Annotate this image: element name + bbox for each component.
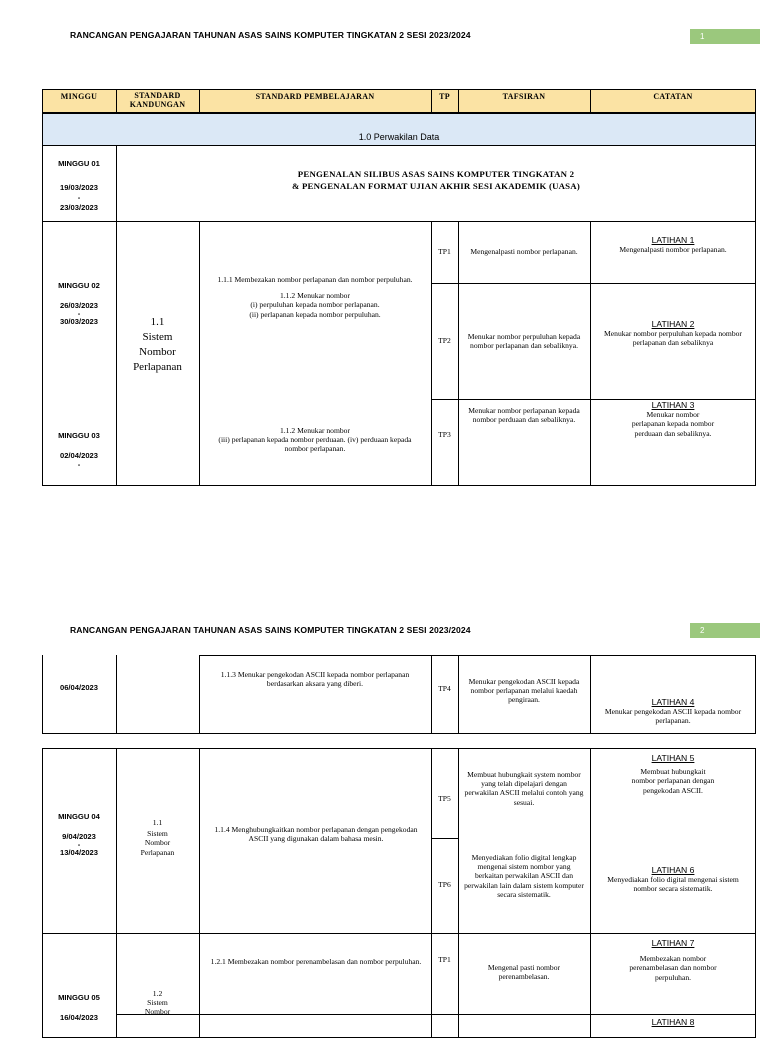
- week5-sk-1: 1.2: [152, 989, 163, 998]
- tafsiran-tp4: Menukar pengekodan ASCII kepada nombor perlapanan melalui kaedah pengiraan.: [468, 677, 580, 705]
- week4-sk-1: 1.1: [152, 818, 163, 827]
- week5-dates: [42, 992, 116, 1024]
- tafsiran-tp1: Mengenalpasti nombor perlapanan.: [470, 247, 578, 257]
- latihan-5-heading: LATIHAN 5: [651, 753, 695, 763]
- week4-start: 9/04/2023: [62, 832, 96, 841]
- week2-sp-b: 1.1.2 Menukar nombor: [279, 291, 351, 301]
- latihan-6-text: Menyediakan folio digital mengenai sistem nombor secara sistematik.: [607, 875, 739, 894]
- week1-dash: -: [77, 193, 81, 202]
- week4-dates: [42, 811, 116, 859]
- week2-dash: -: [77, 309, 81, 318]
- col-header-standard-kandungan: [116, 89, 199, 113]
- week4-dash: -: [77, 840, 81, 849]
- week4-label: MINGGU 04: [58, 812, 100, 821]
- week4-standard-kandungan: [116, 818, 199, 857]
- tafsiran-tp3: Menukar nombor perlapanan kepada nombor perduaan dan sebaliknya.: [468, 406, 580, 425]
- week2-dates: [42, 280, 116, 328]
- latihan-2-heading: LATIHAN 2: [651, 319, 695, 329]
- catatan-latihan-3: [600, 401, 746, 438]
- tp4-label: TP4: [438, 684, 451, 694]
- tafsiran-tp6: Menyediakan folio digital lengkap mengenai sistem nombor yang berkaitan perwakilan ASCII dan perwakilan lain dalam sistem komputer secara sistematik.: [464, 853, 584, 899]
- latihan-4-heading: LATIHAN 4: [651, 697, 695, 707]
- latihan-3-text: Menukar nombor perlapanan kepada nombor perduaan dan sebaliknya.: [631, 410, 715, 438]
- week5-start: 16/04/2023: [59, 1013, 98, 1022]
- week1-dates: [42, 158, 116, 214]
- week3-sp-b: (iii) perlapanan kepada nombor perduaan. (iv) perduaan kepada nombor perlapanan.: [218, 435, 412, 454]
- week1-intro-line1: PENGENALAN SILIBUS ASAS SAINS KOMPUTER TINGKATAN 2: [297, 169, 575, 179]
- week2-sk-4: Perlapanan: [133, 361, 182, 373]
- col-header-sk-line2: KANDUNGAN: [129, 100, 186, 109]
- tp6-label: TP6: [438, 880, 451, 890]
- latihan-7-heading: LATIHAN 7: [651, 938, 695, 948]
- page-number-badge-2: 2: [690, 623, 760, 638]
- week2-sk-1: 1.1: [150, 316, 165, 328]
- catatan-latihan-8: [594, 1018, 752, 1027]
- week4-sk-3: Nombor: [144, 838, 171, 848]
- week1-intro-line2: & PENGENALAN FORMAT UJIAN AKHIR SESI AKADEMIK (UASA): [292, 181, 580, 191]
- week2-standard-pembelajaran: [207, 275, 423, 319]
- week3-standard-pembelajaran: [207, 426, 423, 454]
- latihan-7-text: Membezakan nombor perenambelasan dan nombor perpuluhan.: [629, 954, 717, 982]
- catatan-latihan-5: [600, 754, 746, 795]
- week5-sk-3: Nombor: [144, 1007, 171, 1017]
- catatan-latihan-1: [594, 236, 752, 254]
- week5-sk-2: Sistem: [147, 998, 168, 1008]
- week2-end: 30/03/2023: [59, 317, 98, 326]
- week2-start: 26/03/2023: [59, 301, 98, 310]
- tafsiran-tp5: Membuat hubungkait system nombor yang telah dipelajari dengan perwakilan ASCII melalui contoh yang sesuai.: [464, 770, 584, 807]
- latihan-6-heading: LATIHAN 6: [651, 865, 695, 875]
- week4-end: 13/04/2023: [59, 848, 98, 857]
- week2-label: MINGGU 02: [58, 281, 100, 290]
- week3-dash: -: [77, 460, 81, 469]
- page-header-title-2: RANCANGAN PENGAJARAN TAHUNAN ASAS SAINS KOMPUTER TINGKATAN 2 SESI 2023/2024: [70, 625, 471, 635]
- week3-dates: [42, 430, 116, 468]
- week2-sp-a: 1.1.1 Membezakan nombor perlapanan dan nombor perpuluhan.: [217, 275, 413, 284]
- col-header-tp: TP: [439, 92, 450, 101]
- section-title: 1.0 Perwakilan Data: [358, 132, 440, 142]
- latihan-5-text: Membuat hubungkait nombor perlapanan dengan pengekodan ASCII.: [631, 767, 715, 795]
- catatan-latihan-4: [594, 698, 752, 726]
- week5-label: MINGGU 05: [58, 993, 100, 1002]
- week3-label: MINGGU 03: [58, 431, 100, 440]
- week2-sk-2: Sistem: [142, 331, 173, 343]
- catatan-latihan-2: [596, 320, 750, 348]
- continued-standard-pembelajaran: 1.1.3 Menukar pengekodan ASCII kepada nombor perlapanan berdasarkan aksara yang diberi.: [220, 670, 410, 689]
- catatan-latihan-6: [596, 866, 750, 894]
- week5-standard-pembelajaran: 1.2.1 Membezakan nombor perenambelasan dan nombor perpuluhan.: [210, 957, 422, 966]
- week1-label: MINGGU 01: [58, 159, 100, 168]
- tafsiran-tp2: Menukar nombor perpuluhan kepada nombor perlapanan dan sebaliknya.: [467, 331, 581, 350]
- latihan-3-heading: LATIHAN 3: [651, 400, 695, 410]
- page-header-title: RANCANGAN PENGAJARAN TAHUNAN ASAS SAINS KOMPUTER TINGKATAN 2 SESI 2023/2024: [70, 30, 471, 40]
- week3-start: 02/04/2023: [59, 451, 98, 460]
- tp1-label: TP1: [438, 247, 451, 257]
- latihan-1-heading: LATIHAN 1: [651, 235, 695, 245]
- tafsiran-week5-tp1: Mengenal pasti nombor perenambelasan.: [487, 963, 561, 982]
- tp3-label: TP3: [438, 430, 451, 440]
- week2-sp-d: (ii) perlapanan kepada nombor perpuluhan.: [249, 309, 381, 319]
- latihan-1-text: Mengenalpasti nombor perlapanan.: [619, 245, 727, 255]
- tp5-label: TP5: [438, 794, 451, 804]
- week4-standard-pembelajaran: 1.1.4 Menghubungkaitkan nombor perlapanan dengan pengekodan ASCII yang digunakan dalam bahasa mesin.: [214, 825, 418, 844]
- col-header-standard-pembelajaran: STANDARD PEMBELAJARAN: [255, 92, 375, 101]
- latihan-8-heading: LATIHAN 8: [651, 1017, 695, 1027]
- week1-end: 23/03/2023: [59, 203, 98, 212]
- col-header-catatan: CATATAN: [653, 92, 693, 101]
- col-header-minggu: MINGGU: [60, 92, 98, 101]
- page-number-badge: 1: [690, 29, 760, 44]
- tp1-week5-label: TP1: [438, 955, 451, 965]
- latihan-4-text: Menukar pengekodan ASCII kepada nombor perlapanan.: [604, 707, 742, 726]
- week1-start: 19/03/2023: [59, 183, 98, 192]
- week5-standard-kandungan: [116, 989, 199, 1017]
- week4-sk-2: Sistem: [147, 829, 168, 839]
- week2-standard-kandungan: [116, 315, 199, 375]
- week4-sk-4: Perlapanan: [140, 847, 175, 857]
- week1-intro: [116, 168, 756, 192]
- continued-end-date: 06/04/2023: [59, 683, 98, 692]
- week2-sp-c: (i) perpuluhan kepada nombor perlapanan.: [250, 300, 380, 310]
- week3-sp-a: 1.1.2 Menukar nombor: [279, 426, 351, 435]
- col-header-tafsiran: TAFSIRAN: [502, 92, 546, 101]
- catatan-latihan-7: [600, 939, 746, 982]
- latihan-2-text: Menukar nombor perpuluhan kepada nombor perlapanan dan sebaliknya: [604, 329, 742, 348]
- tp2-label: TP2: [438, 336, 451, 346]
- week2-sk-3: Nombor: [139, 346, 176, 358]
- col-header-sk-line1: STANDARD: [134, 91, 181, 100]
